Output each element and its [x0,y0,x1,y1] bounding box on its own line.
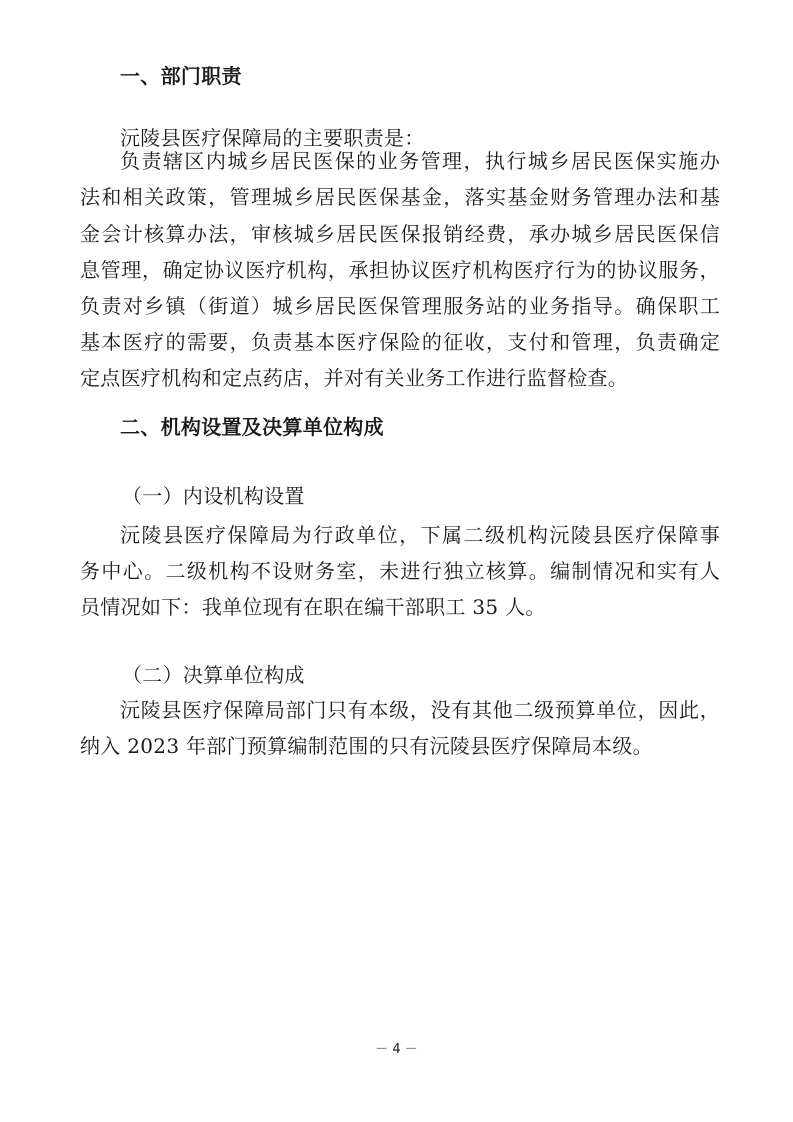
paragraph-line: 沅陵县医疗保障局为行政单位，下属二级机构沅陵县医疗保障事 [120,523,720,547]
section-heading-structure: 二、机构设置及决算单位构成 [120,415,384,439]
paragraph-line: 纳入 2023 年部门预算编制范围的只有沅陵县医疗保障局本级。 [80,734,653,758]
paragraph-line: 金会计核算办法，审核城乡居民医保报销经费，承办城乡居民医保信 [80,222,720,246]
paragraph-line: 定点医疗机构和定点药店，并对有关业务工作进行监督检查。 [80,366,629,390]
paragraph-line: 务中心。二级机构不设财务室，未进行独立核算。编制情况和实有人 [80,559,720,583]
section-heading-duties: 一、部门职责 [120,64,242,88]
subsection-heading-units: （二）决算单位构成 [122,663,305,687]
duties-intro: 沅陵县医疗保障局的主要职责是： [120,126,425,150]
paragraph-line: 息管理，确定协议医疗机构，承担协议医疗机构医疗行为的协议服务， [80,258,720,282]
paragraph-line: 沅陵县医疗保障局部门只有本级，没有其他二级预算单位，因此， [120,698,720,722]
paragraph-line: 负责对乡镇（街道）城乡居民医保管理服务站的业务指导。确保职工 [80,294,720,318]
paragraph-line: 负责辖区内城乡居民医保的业务管理，执行城乡居民医保实施办 [120,149,720,173]
subsection-heading-internal: （一）内设机构设置 [122,484,305,508]
paragraph-line: 员情况如下：我单位现有在职在编干部职工 35 人。 [80,595,546,619]
paragraph-line: 法和相关政策，管理城乡居民医保基金，落实基金财务管理办法和基 [80,185,720,209]
page-number: － 4 － [375,1042,418,1057]
paragraph-line: 基本医疗的需要，负责基本医疗保险的征收，支付和管理，负责确定 [80,330,720,354]
